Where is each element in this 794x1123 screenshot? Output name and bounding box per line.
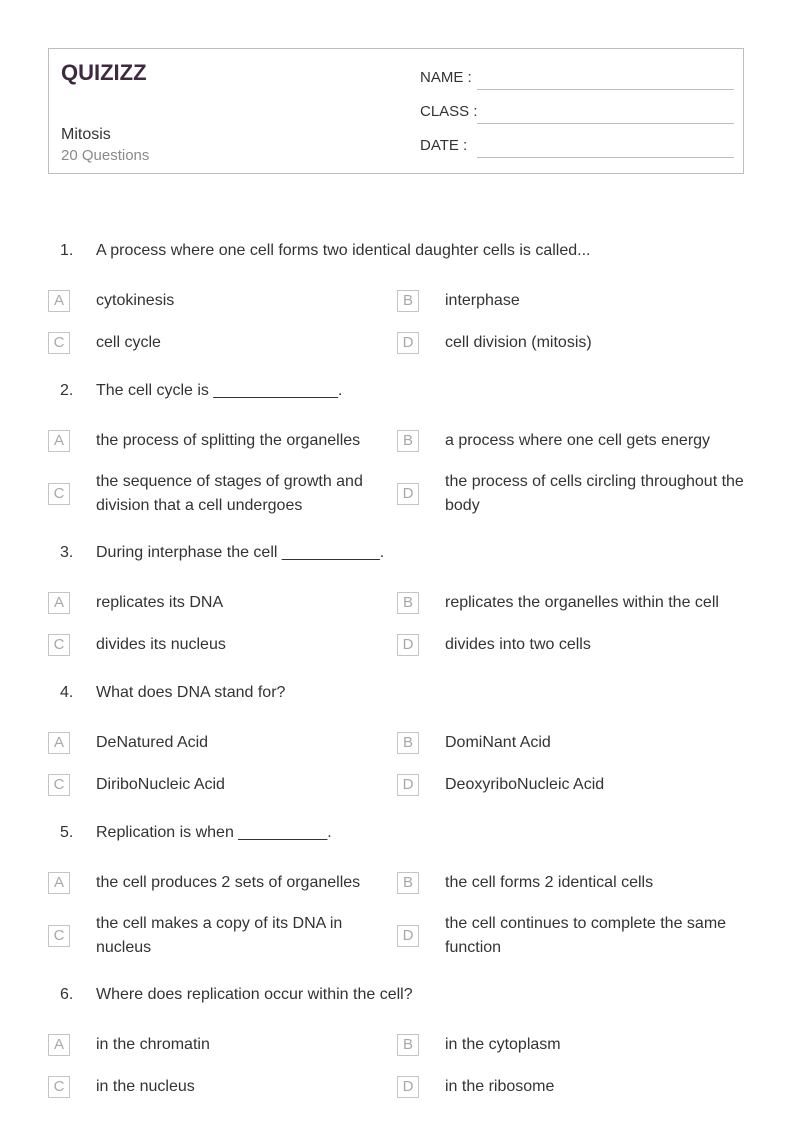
option-6b[interactable] [397,1033,737,1057]
option-2c[interactable] [48,470,388,518]
option-3c[interactable] [48,633,388,657]
option-letter: A [48,290,70,312]
option-letter: D [397,925,419,947]
question-number: 4. [60,684,74,701]
option-1b[interactable] [397,289,737,313]
worksheet-header [48,48,744,174]
option-text: divides into two cells [445,636,591,653]
worksheet-title: Mitosis [61,126,111,143]
question-text: The cell cycle is ______________. [96,382,343,399]
option-letter: B [397,732,419,754]
option-5d[interactable] [397,912,737,960]
option-text: a process where one cell gets energy [445,432,711,449]
option-letter: A [48,872,70,894]
option-letter: D [397,774,419,796]
option-text: DomiNant Acid [445,734,551,751]
option-text: replicates its DNA [96,594,224,611]
option-1a[interactable] [48,289,388,313]
date-field[interactable] [420,117,734,154]
option-letter: C [48,332,70,354]
option-letter: B [397,592,419,614]
option-text: divides its nucleus [96,636,226,653]
option-text: the cell produces 2 sets of organelles [96,874,361,891]
option-1d[interactable] [397,331,737,355]
logo-graphic [61,59,153,87]
option-text: cytokinesis [96,292,175,309]
option-letter: D [397,483,419,505]
option-text: in the cytoplasm [445,1036,561,1053]
question-text: What does DNA stand for? [96,684,286,701]
option-letter: A [48,1034,70,1056]
option-letter: C [48,774,70,796]
option-3a[interactable] [48,591,388,615]
option-letter: B [397,430,419,452]
question-number: 1. [60,242,74,259]
quizizz-logo [61,59,153,87]
date-label: DATE : [420,137,468,154]
question-text: Replication is when __________. [96,824,332,841]
option-text: the cell forms 2 identical cells [445,874,654,891]
option-letter: B [397,1034,419,1056]
option-letter: A [48,592,70,614]
option-2a[interactable] [48,429,388,453]
option-text: the sequence of stages of growth and division that a cell undergoes [96,473,363,514]
option-2b[interactable] [397,429,737,453]
option-5b[interactable] [397,871,737,895]
option-letter: C [48,1076,70,1098]
option-text: DeoxyriboNucleic Acid [445,776,605,793]
date-line [477,157,734,158]
option-letter: D [397,634,419,656]
option-text: DeNatured Acid [96,734,209,751]
option-1c[interactable] [48,331,388,355]
option-4d[interactable] [397,773,737,797]
option-6a[interactable] [48,1033,388,1057]
class-field[interactable] [420,83,734,120]
option-text: DiriboNucleic Acid [96,776,225,793]
question-number: 3. [60,544,74,561]
option-letter: A [48,732,70,754]
option-text: in the chromatin [96,1036,210,1053]
option-letter: A [48,430,70,452]
option-letter: B [397,290,419,312]
question-count: 20 Questions [61,147,150,164]
option-text: the process of cells circling throughout the body [445,473,744,514]
option-text: in the ribosome [445,1078,555,1095]
question-text: Where does replication occur within the cell? [96,986,413,1003]
option-text: the cell makes a copy of its DNA in nucleus [96,915,343,956]
option-5c[interactable] [48,912,388,960]
option-3d[interactable] [397,633,737,657]
option-letter: D [397,1076,419,1098]
logo-text: QUIZIZZ [61,60,147,85]
option-text: interphase [445,292,520,309]
option-text: cell cycle [96,334,161,351]
option-5a[interactable] [48,871,388,895]
option-4a[interactable] [48,731,388,755]
option-text: cell division (mitosis) [445,334,592,351]
question-number: 5. [60,824,74,841]
option-text: replicates the organelles within the cell [445,594,719,611]
option-letter: B [397,872,419,894]
option-4c[interactable] [48,773,388,797]
option-6d[interactable] [397,1075,737,1099]
name-label: NAME : [420,69,472,86]
option-letter: C [48,483,70,505]
option-letter: C [48,925,70,947]
name-field[interactable] [420,49,734,86]
option-4b[interactable] [397,731,737,755]
question-text: During interphase the cell ___________. [96,544,385,561]
option-2d[interactable] [397,470,744,518]
option-text: the process of splitting the organelles [96,432,361,449]
question-text: A process where one cell forms two identical daughter cells is called... [96,242,591,259]
option-3b[interactable] [397,591,737,615]
option-letter: C [48,634,70,656]
question-number: 6. [60,986,74,1003]
option-6c[interactable] [48,1075,388,1099]
option-letter: D [397,332,419,354]
option-text: the cell continues to complete the same function [445,915,727,956]
question-number: 2. [60,382,74,399]
class-label: CLASS : [420,103,478,120]
option-text: in the nucleus [96,1078,195,1095]
